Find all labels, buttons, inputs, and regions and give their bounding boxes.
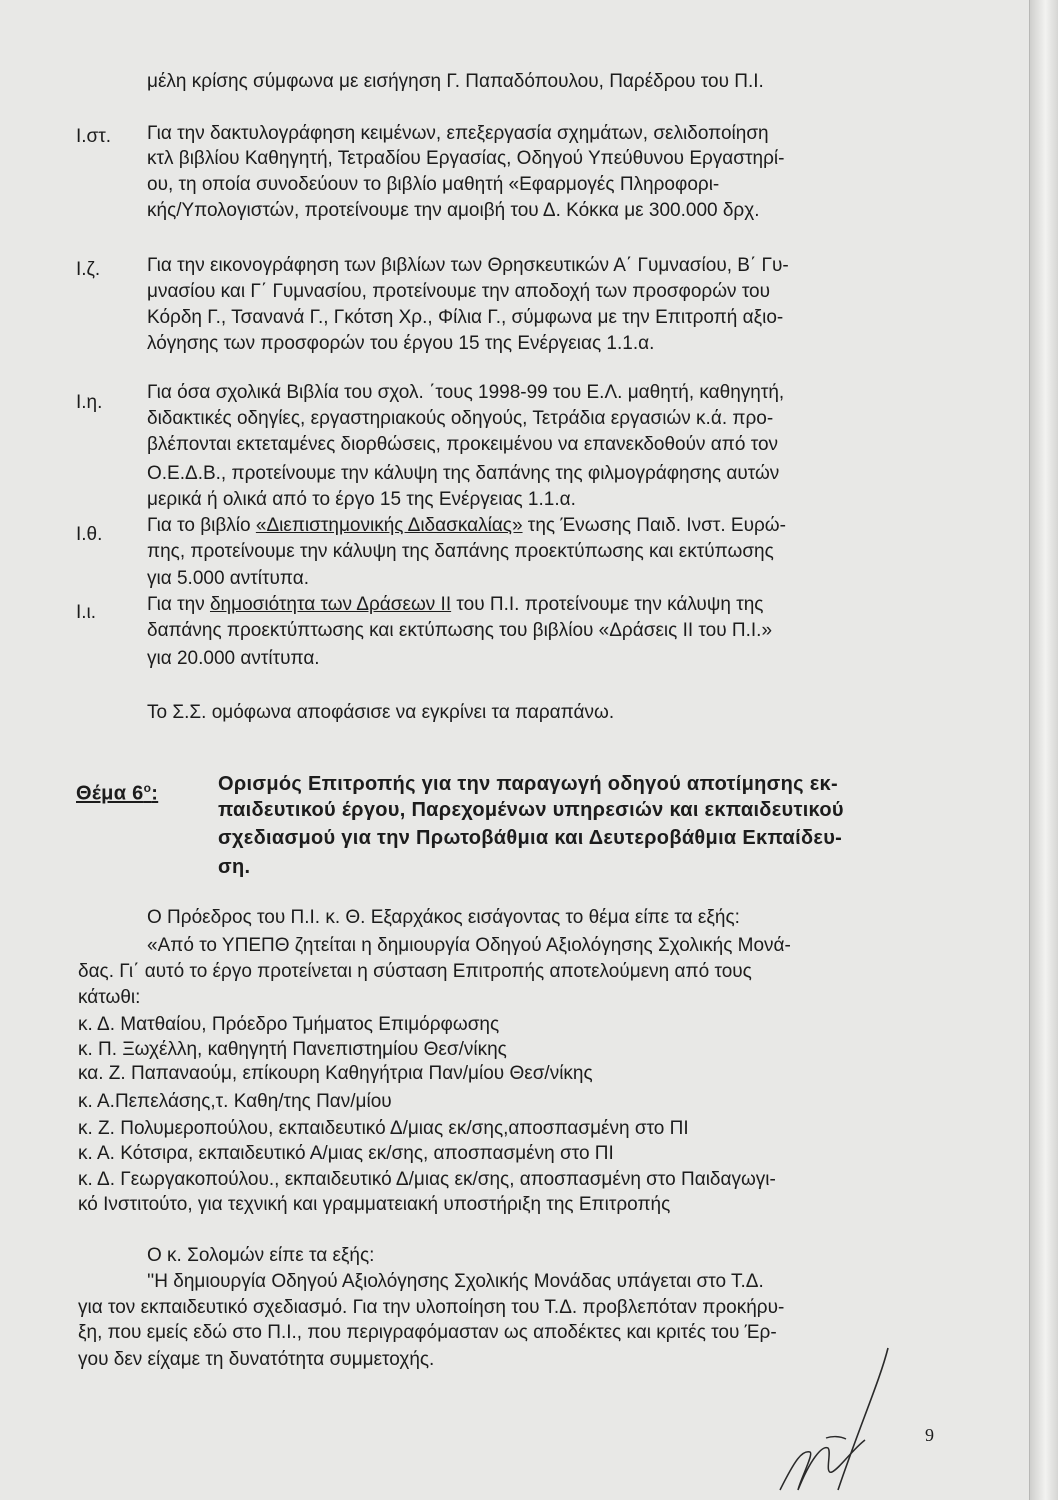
- closing-line: ξη, που εμείς εδώ στο Π.Ι., που περιγραφόμασταν ως αποδέκτες και κριτές του Έρ-: [78, 1322, 777, 1343]
- member-line: κ. Π. Ξωχέλλη, καθηγητή Πανεπιστημίου Θεσ/νίκης: [78, 1039, 507, 1060]
- topic-label-colon: :: [151, 782, 159, 805]
- item-label: Ι.στ.: [76, 126, 112, 147]
- member-line: κ. Ζ. Πολυμεροπούλου, εκπαιδευτικό Δ/μιας εκ/σης,αποσπασμένη στο ΠΙ: [78, 1118, 689, 1139]
- member-line: κ. Α.Πεπελάσης,τ. Καθη/της Παν/μίου: [78, 1091, 392, 1112]
- item-line: [147, 593, 763, 617]
- body-line: Ο Πρόεδρος του Π.Ι. κ. Θ. Εξαρχάκος εισάγοντας το θέμα είπε τα εξής:: [147, 907, 740, 928]
- topic-label: [76, 776, 158, 806]
- item-line: Ο.Ε.Δ.Β., προτείνουμε την κάλυψη της δαπάνης της φιλμογράφησης αυτών: [147, 463, 780, 484]
- item-line: κτλ βιβλίου Καθηγητή, Τετραδίου Εργασίας, Οδηγού Υπεύθυνου Εργαστηρί-: [147, 148, 785, 169]
- item-text: της Ένωσης Παιδ. Ινστ. Ευρώ-: [522, 515, 786, 536]
- member-line: κό Ινστιτούτο, για τεχνική και γραμματειακή υποστήριξη της Επιτροπής: [78, 1194, 671, 1215]
- item-line: Για την δακτυλογράφηση κειμένων, επεξεργασία σχημάτων, σελιδοποίηση: [147, 123, 769, 144]
- item-line: μερικά ή ολικά από το έργο 15 της Ενέργειας 1.1.α.: [147, 489, 576, 510]
- decision-line: Το Σ.Σ. ομόφωνα αποφάσισε να εγκρίνει τα παραπάνω.: [147, 702, 615, 723]
- item-line: λόγησης των προσφορών του έργου 15 της Ενέργειας 1.1.α.: [147, 333, 655, 354]
- item-text: Για την: [147, 594, 210, 615]
- signature-scribble: [740, 1340, 910, 1500]
- body-line: «Από το ΥΠΕΠΘ ζητείται η δημιουργία Οδηγού Αξιολόγησης Σχολικής Μονά-: [147, 935, 791, 956]
- item-label: Ι.θ.: [76, 524, 103, 545]
- topic-title-line: παιδευτικού έργου, Παρεχομένων υπηρεσιών και εκπαιδευτικού: [218, 799, 844, 821]
- member-line: κ. Α. Κότσιρα, εκπαιδευτικό Α/μιας εκ/σης, αποσπασμένη στο ΠΙ: [78, 1143, 614, 1164]
- item-line: πης, προτείνουμε την κάλυψη της δαπάνης προεκτύπωσης και εκτύπωσης: [147, 541, 774, 562]
- topic-label-text: Θέμα 6: [76, 782, 144, 805]
- page-number: 9: [925, 1425, 934, 1445]
- intro-line: μέλη κρίσης σύμφωνα με εισήγηση Γ. Παπαδόπουλου, Παρέδρου του Π.Ι.: [147, 71, 764, 92]
- item-line: μνασίου και Γ΄ Γυμνασίου, προτείνουμε την αποδοχή των προσφορών του: [147, 281, 771, 302]
- closing-line: γου δεν είχαμε τη δυνατότητα συμμετοχής.: [78, 1349, 435, 1370]
- item-line: για 5.000 αντίτυπα.: [147, 568, 310, 589]
- closing-line: ''Η δημιουργία Οδηγού Αξιολόγησης Σχολικής Μονάδας υπάγεται στο Τ.Δ.: [147, 1271, 764, 1292]
- member-line: κ. Δ. Γεωργακοπούλου., εκπαιδευτικό Δ/μιας εκ/σης, αποσπασμένη στο Παιδαγωγι-: [78, 1169, 776, 1190]
- item-line: κής/Υπολογιστών, προτείνουμε την αμοιβή του Δ. Κόκκα με 300.000 δρχ.: [147, 200, 760, 221]
- item-line: [147, 514, 786, 538]
- member-line: κ. Δ. Ματθαίου, Πρόεδρο Τμήματος Επιμόρφωσης: [78, 1014, 500, 1035]
- item-line: βλέπονται εκτεταμένες διορθώσεις, προκειμένου να επανεκδοθούν από τον: [147, 434, 779, 455]
- item-line: Κόρδη Γ., Τσανανά Γ., Γκότση Χρ., Φίλια Γ., σύμφωνα με την Επιτροπή αξιο-: [147, 307, 784, 328]
- topic-title-line: ση.: [218, 856, 251, 878]
- item-line: Για την εικονογράφηση των βιβλίων των Θρησκευτικών Α΄ Γυμνασίου, Β΄ Γυ-: [147, 255, 789, 276]
- item-label: Ι.η.: [76, 392, 103, 413]
- item-text: του Π.Ι. προτείνουμε την κάλυψη της: [451, 594, 764, 615]
- item-text: Για το βιβλίο: [147, 515, 256, 536]
- item-label: Ι.ι.: [76, 602, 97, 623]
- item-line: ου, τη οποία συνοδεύουν το βιβλίο μαθητή «Εφαρμογές Πληροφορι-: [147, 174, 720, 195]
- closing-line: για τον εκπαιδευτικό σχεδιασμό. Για την υλοποίηση του Τ.Δ. προβλεπόταν προκήρυ-: [78, 1297, 785, 1318]
- body-line: κάτωθι:: [78, 987, 141, 1008]
- binding-edge: [1029, 0, 1058, 1500]
- item-line: για 20.000 αντίτυπα.: [147, 648, 320, 669]
- closing-line: Ο κ. Σολομών είπε τα εξής:: [147, 1245, 375, 1266]
- topic-title-line: Ορισμός Επιτροπής για την παραγωγή οδηγού αποτίμησης εκ-: [218, 773, 838, 795]
- item-label: Ι.ζ.: [76, 259, 101, 280]
- item-line: δαπάνης προεκτύπτωσης και εκτύπωσης του βιβλίου «Δράσεις ΙΙ του Π.Ι.»: [147, 620, 773, 641]
- item-line: Για όσα σχολικά Βιβλία του σχολ. ΄τους 1998-99 του Ε.Λ. μαθητή, καθηγητή,: [147, 382, 785, 403]
- topic-label-sup: ο: [143, 781, 152, 795]
- member-line: κα. Ζ. Παπαναούμ, επίκουρη Καθηγήτρια Παν/μίου Θεσ/νίκης: [78, 1063, 593, 1084]
- body-line: δας. Γι΄ αυτό το έργο προτείνεται η σύσταση Επιτροπής αποτελούμενη από τους: [78, 961, 752, 982]
- topic-title-line: σχεδιασμού για την Πρωτοβάθμια και Δευτεροβάθμια Εκπαίδευ-: [218, 827, 843, 849]
- publicity-title: δημοσιότητα των Δράσεων ΙΙ: [209, 594, 452, 615]
- book-title-link: «Διεπιστημονικής Διδασκαλίας»: [255, 515, 523, 536]
- item-line: διδακτικές οδηγίες, εργαστηριακούς οδηγούς, Τετράδια εργασιών κ.ά. προ-: [147, 408, 774, 429]
